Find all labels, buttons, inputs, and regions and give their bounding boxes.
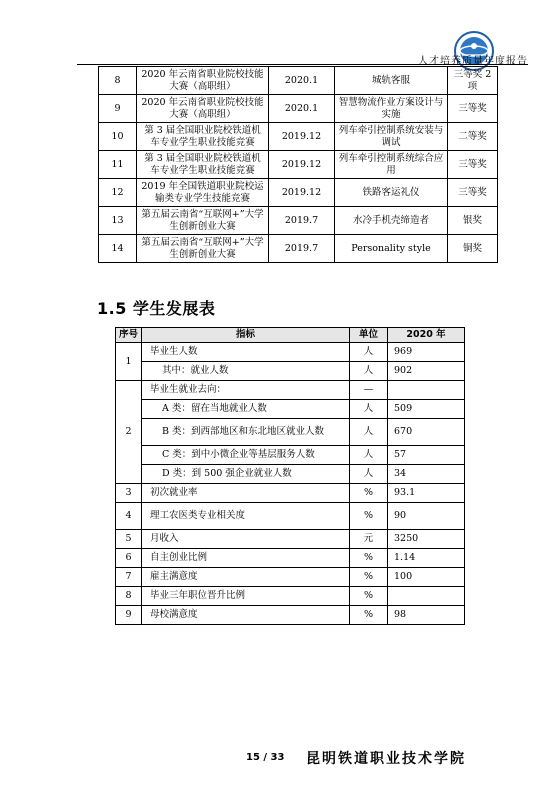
row-unit: 人: [350, 446, 388, 465]
table-header-row: [116, 328, 465, 343]
row-unit: 人: [350, 400, 388, 419]
row-unit: 人: [350, 362, 388, 381]
row-indicator: 其中：就业人数: [142, 362, 350, 381]
awards-table: [98, 66, 498, 263]
award-date: 2019.12: [269, 151, 335, 179]
row-indicator: 自主创业比例: [142, 549, 350, 568]
table-row: [116, 343, 465, 362]
row-value: 57: [388, 446, 465, 465]
award-no: 12: [99, 179, 137, 207]
award-no: 9: [99, 95, 137, 123]
table-row: [116, 419, 465, 446]
award-prize: 三等奖: [448, 95, 498, 123]
row-value: 3250: [388, 530, 465, 549]
table-row: [99, 123, 498, 151]
row-indicator: 毕业三年职位晋升比例: [142, 587, 350, 606]
row-indicator: 初次就业率: [142, 484, 350, 503]
header-no: 序号: [116, 328, 142, 343]
award-date: 2019.7: [269, 207, 335, 235]
table-row: [116, 568, 465, 587]
row-indicator: 毕业生人数: [142, 343, 350, 362]
page-number: 15 / 33: [246, 752, 285, 763]
table-row: [116, 381, 465, 400]
row-unit: %: [350, 587, 388, 606]
row-unit: 人: [350, 343, 388, 362]
header-divider: [77, 64, 528, 65]
row-no: 8: [116, 587, 142, 606]
award-date: 2019.12: [269, 123, 335, 151]
row-value: 1.14: [388, 549, 465, 568]
row-unit: —: [350, 381, 388, 400]
award-competition: 第五届云南省“互联网+”大学生创新创业大赛: [137, 207, 269, 235]
table-row: [116, 446, 465, 465]
row-no: 5: [116, 530, 142, 549]
award-competition: 2020 年云南省职业院校技能大赛（高职组）: [137, 67, 269, 95]
table-row: [99, 235, 498, 263]
row-indicator: B 类：到西部地区和东北地区就业人数: [142, 419, 350, 446]
table-row: [99, 151, 498, 179]
award-item: Personality style: [335, 235, 448, 263]
award-no: 14: [99, 235, 137, 263]
row-no: 1: [116, 343, 142, 381]
row-value: 509: [388, 400, 465, 419]
row-value: 90: [388, 503, 465, 530]
table-row: [116, 606, 465, 625]
row-unit: 人: [350, 419, 388, 446]
award-item: 铁路客运礼仪: [335, 179, 448, 207]
award-no: 8: [99, 67, 137, 95]
award-prize: 三等奖: [448, 151, 498, 179]
award-item: 城轨客服: [335, 67, 448, 95]
award-competition: 第 3 届全国职业院校铁道机车专业学生职业技能竞赛: [137, 151, 269, 179]
award-item: 列车牵引控制系统安装与调试: [335, 123, 448, 151]
row-unit: %: [350, 606, 388, 625]
row-value: 100: [388, 568, 465, 587]
row-value: 969: [388, 343, 465, 362]
row-unit: 人: [350, 465, 388, 484]
award-prize: 三等奖: [448, 179, 498, 207]
row-indicator: 雇主满意度: [142, 568, 350, 587]
award-prize: 二等奖: [448, 123, 498, 151]
table-row: [116, 549, 465, 568]
award-competition: 第 3 届全国职业院校铁道机车专业学生职业技能竞赛: [137, 123, 269, 151]
row-no: 3: [116, 484, 142, 503]
row-value: 93.1: [388, 484, 465, 503]
section-heading: 1.5 学生发展表: [97, 299, 216, 318]
award-prize: 铜奖: [448, 235, 498, 263]
row-unit: %: [350, 549, 388, 568]
report-title: 人才培养质量年度报告: [418, 56, 528, 67]
row-indicator: 月收入: [142, 530, 350, 549]
row-no: 7: [116, 568, 142, 587]
table-row: [99, 67, 498, 95]
table-row: [116, 465, 465, 484]
table-row: [116, 362, 465, 381]
header-year: 2020 年: [388, 328, 465, 343]
header-unit: 单位: [350, 328, 388, 343]
table-row: [116, 503, 465, 530]
award-date: 2019.7: [269, 235, 335, 263]
award-no: 10: [99, 123, 137, 151]
row-no: 6: [116, 549, 142, 568]
row-value: [388, 587, 465, 606]
row-indicator: A 类：留在当地就业人数: [142, 400, 350, 419]
row-indicator: D 类：到 500 强企业就业人数: [142, 465, 350, 484]
row-value: 670: [388, 419, 465, 446]
award-item: 列车牵引控制系统综合应用: [335, 151, 448, 179]
award-date: 2020.1: [269, 95, 335, 123]
row-unit: %: [350, 503, 388, 530]
award-prize: 银奖: [448, 207, 498, 235]
table-row: [99, 179, 498, 207]
row-unit: %: [350, 568, 388, 587]
table-row: [99, 207, 498, 235]
award-item: 水冷手机壳缔造者: [335, 207, 448, 235]
row-indicator: 母校满意度: [142, 606, 350, 625]
row-value: 902: [388, 362, 465, 381]
student-development-table: [115, 327, 465, 625]
row-no: 9: [116, 606, 142, 625]
award-competition: 2019 年全国铁道职业院校运输类专业学生技能竞赛: [137, 179, 269, 207]
row-value: [388, 381, 465, 400]
award-date: 2020.1: [269, 67, 335, 95]
row-value: 98: [388, 606, 465, 625]
row-indicator: C 类：到中小微企业等基层服务人数: [142, 446, 350, 465]
award-item: 智慧物流作业方案设计与实施: [335, 95, 448, 123]
header-indicator: 指标: [142, 328, 350, 343]
table-row: [116, 400, 465, 419]
award-no: 11: [99, 151, 137, 179]
award-date: 2019.12: [269, 179, 335, 207]
award-competition: 2020 年云南省职业院校技能大赛（高职组）: [137, 95, 269, 123]
table-row: [116, 587, 465, 606]
row-indicator: 理工农医类专业相关度: [142, 503, 350, 530]
row-no: 2: [116, 381, 142, 484]
table-row: [99, 95, 498, 123]
award-no: 13: [99, 207, 137, 235]
award-prize: 三等奖 2 项: [448, 67, 498, 95]
school-name: 昆明铁道职业技术学院: [306, 751, 466, 767]
row-indicator: 毕业生就业去向：: [142, 381, 350, 400]
row-unit: %: [350, 484, 388, 503]
table-row: [116, 530, 465, 549]
row-no: 4: [116, 503, 142, 530]
award-competition: 第五届云南省“互联网+”大学生创新创业大赛: [137, 235, 269, 263]
row-value: 34: [388, 465, 465, 484]
row-unit: 元: [350, 530, 388, 549]
table-row: [116, 484, 465, 503]
